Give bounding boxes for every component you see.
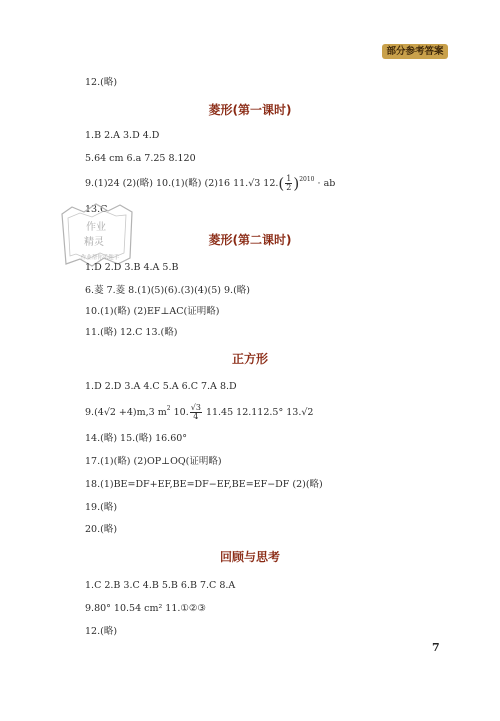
answer-line: 19.(略) [85,502,118,513]
exponent: 2 [166,405,171,412]
fraction-denominator: 2 [286,183,292,192]
section-title: 回顾与思考 [219,550,280,564]
answer-line: 1.B 2.A 3.D 4.D [85,130,160,141]
paren-close: ) [293,174,300,193]
answer-line: 9.80° 10.54 cm² 11.①②③ [85,603,206,614]
answer-line: 13.C [85,204,108,215]
answer-line: 14.(略) 15.(略) 16.60° [85,433,188,444]
stamp-text: 精灵 [84,237,104,248]
answer-line: 1.D 2.D 3.A 4.C 5.A 6.C 7.A 8.D [85,381,237,392]
fraction [285,175,292,192]
answer-text: 11.45 12.112.5° 13.√2 [205,407,314,418]
answer-line [85,403,313,421]
fraction-numerator: √3 [190,403,201,412]
answer-line: 17.(1)(略) (2)OP⊥OQ(证明略) [85,456,222,467]
answer-text: 9.(4√2 +4)m,3 m [85,407,167,418]
stamp-text: 作业帮你乐趣手 [80,255,120,261]
answer-text: · ab [317,178,336,189]
fraction-denominator: 4 [193,412,199,421]
page-number: 7 [432,641,440,654]
answer-line: 11.(略) 12.C 13.(略) [85,327,178,338]
answer-line [85,174,335,192]
exponent: 2010 [299,176,315,183]
section-title: 菱形(第二课时) [208,233,292,247]
fraction [190,404,202,421]
answer-text: 10. [173,407,189,418]
stamp-text: 作业 [86,222,106,233]
fraction-numerator: 1 [286,174,292,183]
section-title: 正方形 [231,352,268,366]
answer-line: 18.(1)BE=DF+EF,BE=DF−EF,BE=EF−DF (2)(略) [85,479,323,490]
answer-line: 12.(略) [85,77,118,88]
answer-line: 20.(略) [85,524,118,535]
answer-line: 10.(1)(略) (2)EF⊥AC(证明略) [85,306,220,317]
paren-open: ( [278,174,285,193]
answer-line: 5.64 cm 6.a 7.25 8.120 [85,153,196,164]
answer-line: 6.菱 7.菱 8.(1)(5)(6).(3)(4)(5) 9.(略) [85,285,250,296]
answer-line: 1.C 2.B 3.C 4.B 5.B 6.B 7.C 8.A [85,580,236,591]
section-header-badge: 部分参考答案 [382,44,448,59]
answer-line: 1.D 2.D 3.B 4.A 5.B [85,262,179,273]
section-title: 菱形(第一课时) [208,103,292,117]
answer-text: 9.(1)24 (2)(略) 10.(1)(略) (2)16 11.√3 12. [85,178,279,189]
answer-line: 12.(略) [85,626,118,637]
